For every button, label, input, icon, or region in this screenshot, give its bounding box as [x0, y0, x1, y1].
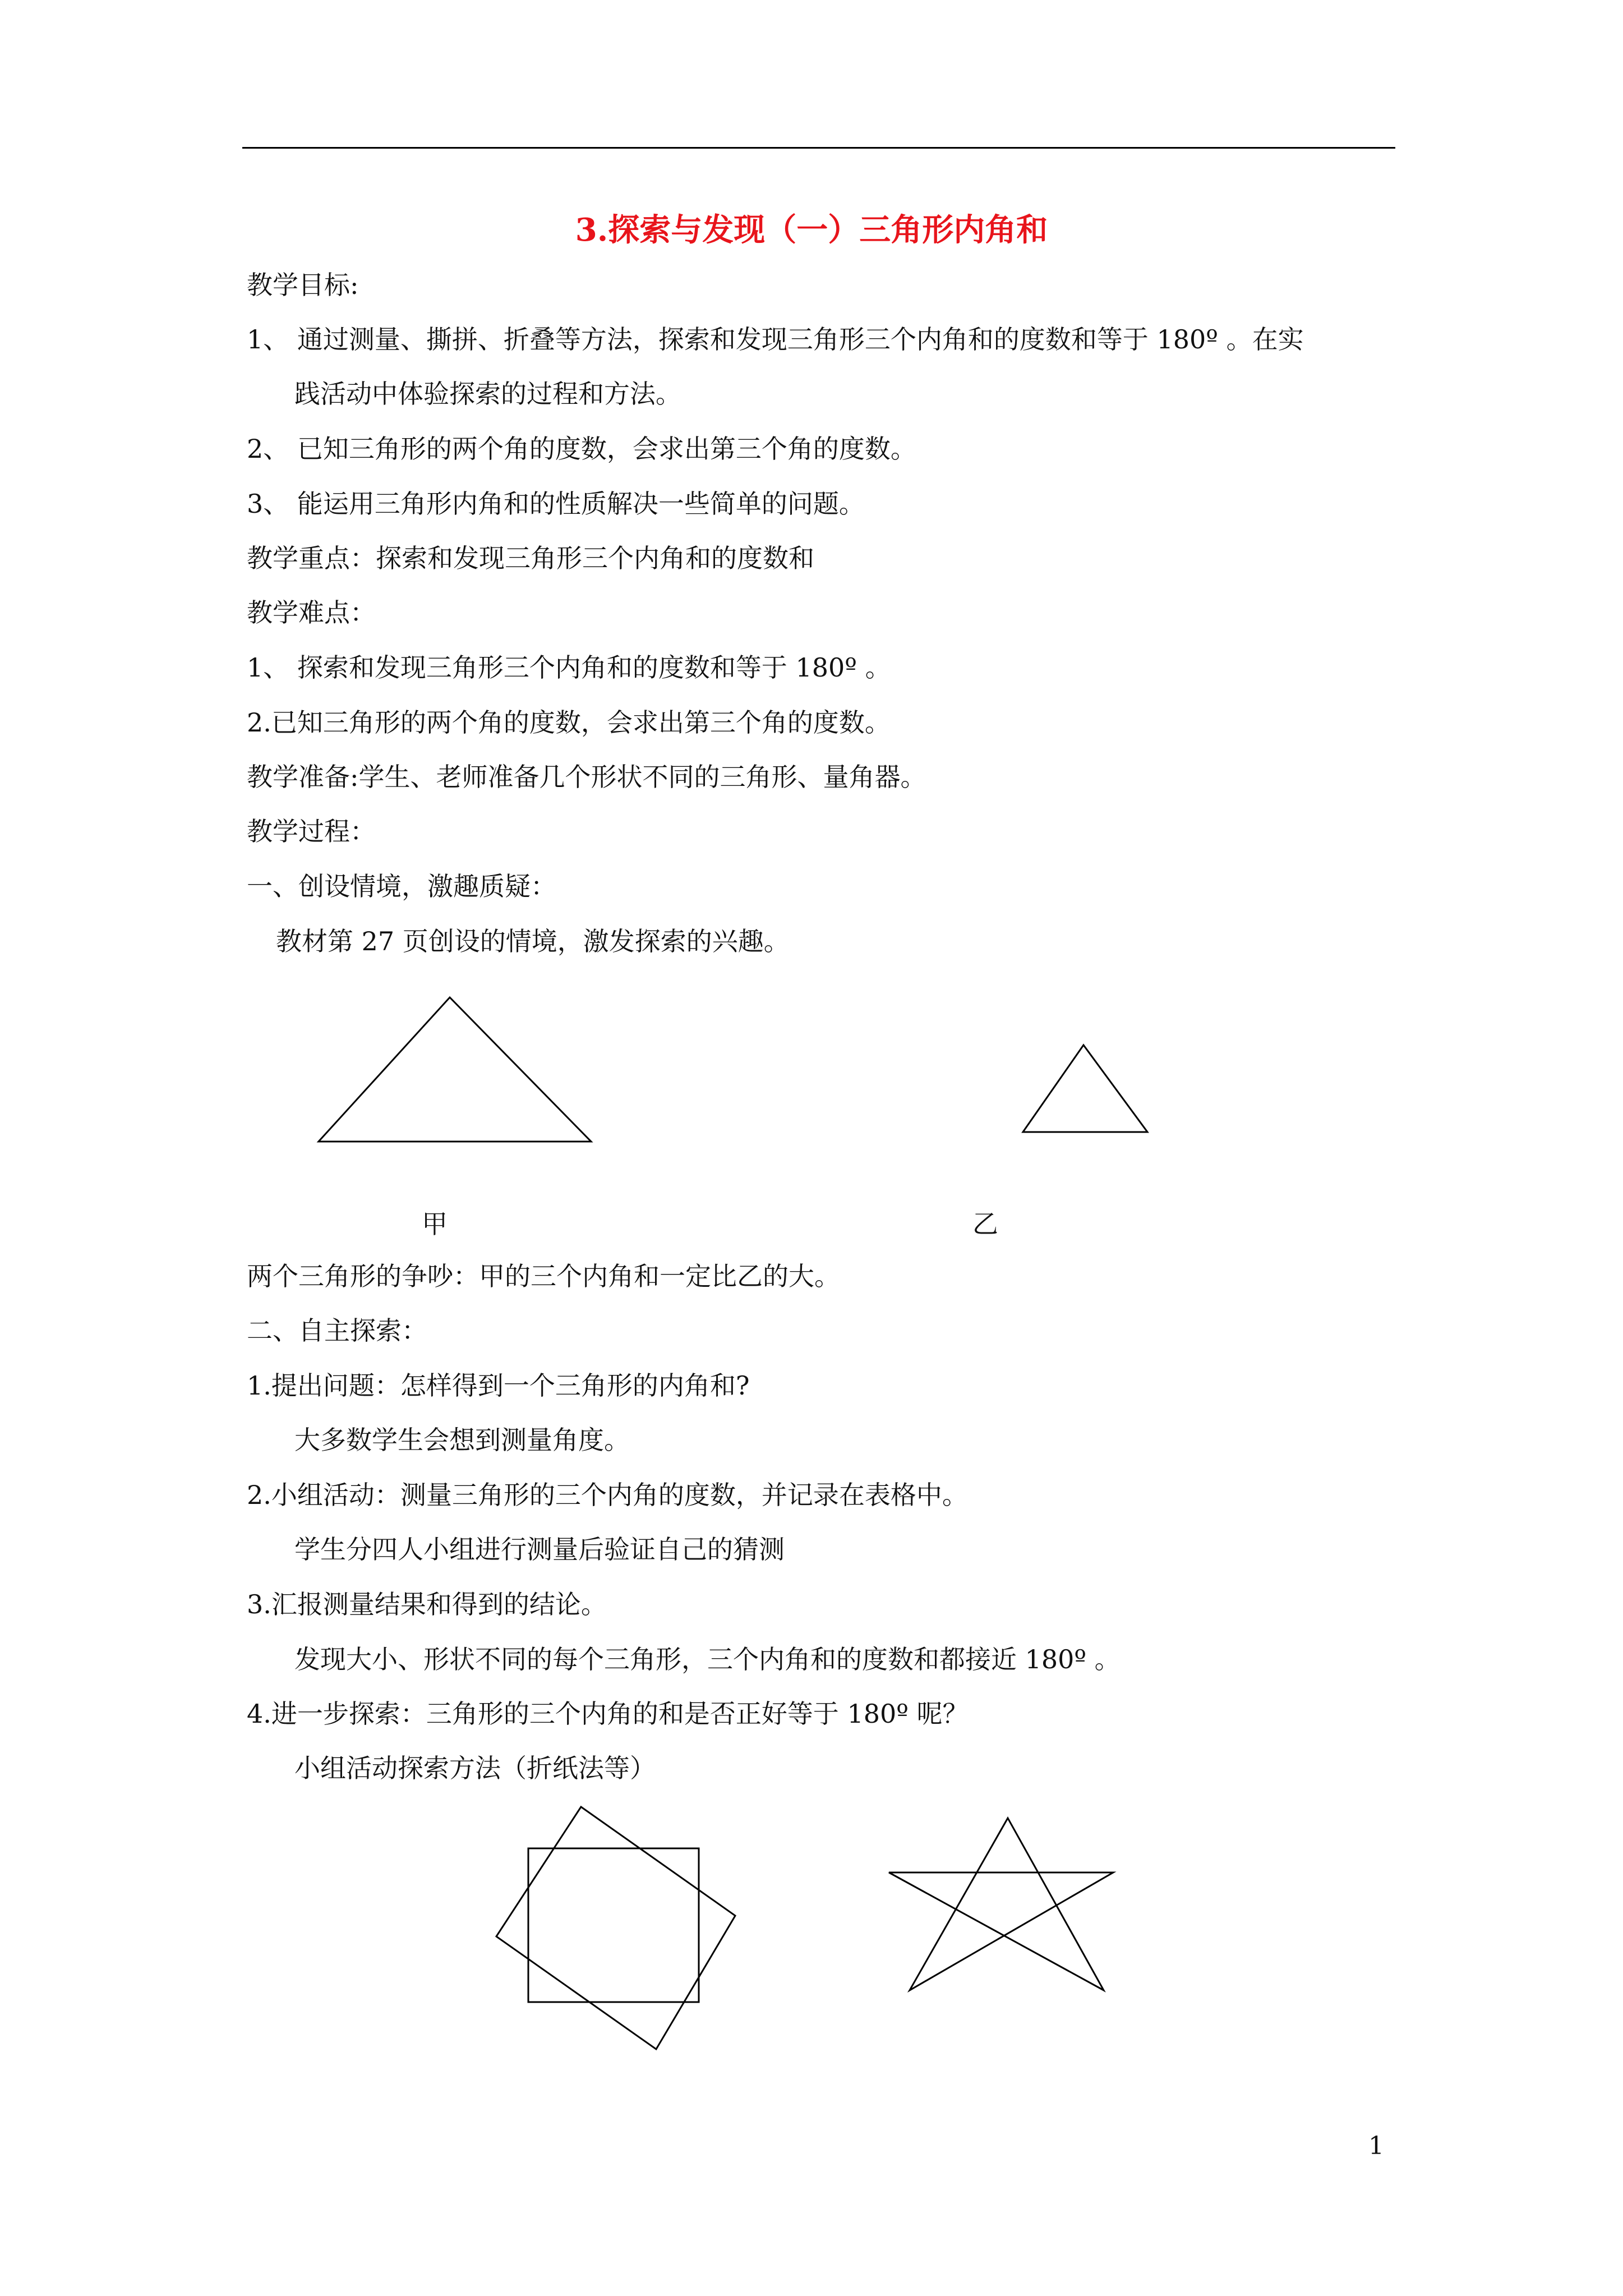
text-line: 发现大小、形状不同的每个三角形，三个内角和的度数和都接近 180º 。 [294, 1644, 1121, 1674]
text-line: 2.小组活动：测量三角形的三个内角的度数，并记录在表格中。 [247, 1480, 968, 1510]
figure-label-jia: 甲 [422, 1209, 448, 1239]
text-line: 教学难点： [247, 597, 376, 628]
text-line: 小组活动探索方法（折纸法等） [294, 1753, 656, 1783]
text-line: 3.汇报测量结果和得到的结论。 [247, 1589, 607, 1619]
text-line: 教材第 27 页创设的情境，激发探索的兴趣。 [276, 926, 790, 956]
text-line: 3、 能运用三角形内角和的性质解决一些简单的问题。 [247, 489, 865, 519]
page-number: 1 [1368, 2132, 1384, 2160]
text-line: 教学准备:学生、老师准备几个形状不同的三角形、量角器。 [247, 762, 926, 792]
text-line: 大多数学生会想到测量角度。 [294, 1425, 630, 1455]
star-shape [889, 1818, 1113, 1990]
figure-label-yi: 乙 [972, 1209, 998, 1239]
text-line: 教学重点：探索和发现三角形三个内角和的度数和 [247, 543, 814, 573]
text-line: 1、 探索和发现三角形三个内角和的度数和等于 180º 。 [247, 652, 891, 683]
text-line: 4.进一步探索：三角形的三个内角的和是否正好等于 180º 呢？ [247, 1699, 969, 1729]
triangle-yi-shape [1023, 1045, 1147, 1132]
text-line: 践活动中体验探索的过程和方法。 [294, 379, 681, 409]
document-title: 3.探索与发现（一）三角形内角和 [575, 211, 1048, 249]
text-line: 2.已知三角形的两个角的度数，会求出第三个角的度数。 [247, 707, 891, 738]
text-line: 一、创设情境，激趣质疑： [247, 871, 556, 901]
text-line: 二、自主探索： [247, 1315, 427, 1346]
text-line: 1、 通过测量、撕拼、折叠等方法，探索和发现三角形三个内角和的度数和等于 180º 。在实 [247, 324, 1304, 355]
text-line: 1.提出问题：怎样得到一个三角形的内角和? [247, 1370, 750, 1401]
text-line: 教学过程： [247, 816, 376, 846]
text-line: 教学目标: [247, 270, 359, 300]
triangle-jia-shape [319, 997, 591, 1142]
text-line: 学生分四人小组进行测量后验证自己的猜测 [294, 1534, 785, 1565]
text-line: 2、 已知三角形的两个角的度数，会求出第三个角的度数。 [247, 434, 916, 464]
text-line: 两个三角形的争吵：甲的三个内角和一定比乙的大。 [247, 1261, 840, 1291]
